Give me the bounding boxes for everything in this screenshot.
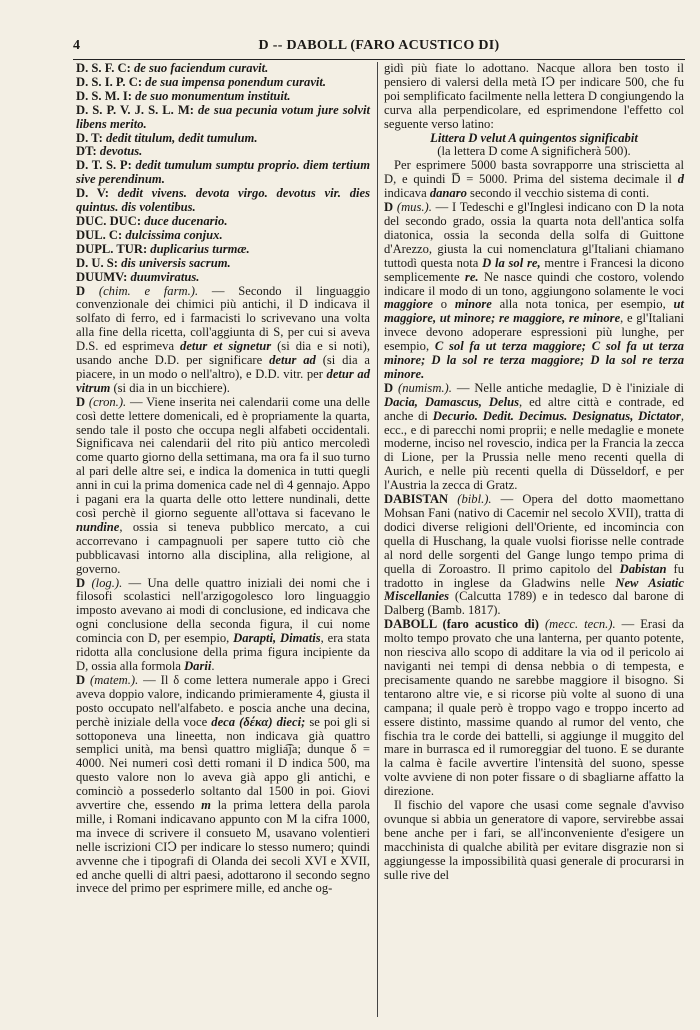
abbreviation-meaning: de sua impensa ponendum curavit. bbox=[145, 74, 327, 89]
abbreviation-list bbox=[76, 62, 370, 285]
entry-d-cron: D (cron.). — Viene inserita nei calendarii come una delle così dette lettere domenicali, ed è propriamente la quarta, sendo tale il posto che occupa negli alfabeti occidentali. Significava nei calendarii del rito più antico mercoledì come quarto giorno della settimana, ma ora fa il suo turno al pari delle altre sei, e indica la domenica in tutti quegli anni in cui la prima domenica cade nel dì 4 gennajo. Appo i pagani era la quarta delle otto lettere nundinali, dette così perchè il giorno seguente all'ottava si facevano le nundine, ossia si teneva pubblico mercato, a cui accorrevano i campagnuoli per sapere tutto ciò che pubblicavasi intorno alla disciplina, alla religione, al governo. bbox=[76, 394, 370, 576]
entry-d-mus: D (mus.). — I Tedeschi e gl'Inglesi indicano con D la nota del secondo grado, ossia la quarta nota dell'antica solfa diatonica, ossia la seconda della solfa di Guittone d'Arezzo, giusta la cui nomenclatura gl'Italiani chiamano tuttodì questa nota D la sol re, mentre i Francesi la dicono semplicemente re. Ne nasce quindi che costoro, volendo indicare il modo di un tono, aggiungono solamente le voci maggiore o minore alla nota tonica, per esempio, ut maggiore, ut minore; re maggiore, re minore, e gl'Italiani invece devono adoperare espressioni più lunghe, per esempio, C sol fa ut terza maggiore; C sol fa ut terza minore; D la sol re terza maggiore; D la sol re terza minore. bbox=[384, 200, 685, 381]
abbreviation-meaning: devotus. bbox=[99, 144, 143, 159]
abbreviation-meaning: de suo monumentum instituit. bbox=[135, 88, 291, 103]
abbreviation-entry bbox=[76, 271, 370, 285]
entry-d-log: D (log.). — Una delle quattro iniziali dei nomi che i filosofi scolastici nell'arzigogolesco loro linguaggio imposto avevano ai modi di conclusione, ed indicava che ogni conclusione della seconda figura, il cui nome comincia con D, per esempio, Darapti, Dimatis, era stata ridotta alla conclusione della prima figura incipiente da D, ossia alla formola Darii. bbox=[76, 575, 371, 673]
abbreviation-key: DT: bbox=[76, 144, 97, 159]
abbreviation-entry bbox=[76, 145, 370, 159]
abbreviation-key: DUUMV: bbox=[76, 269, 128, 284]
abbreviation-meaning: duumviratus. bbox=[130, 269, 200, 284]
column-divider bbox=[377, 62, 378, 1017]
entry-d-chim: D (chim. e farm.). — Secondo il linguaggio convenzionale dei chimici più antichi, il D indicava il solfato di ferro, ed i farmacisti lo scrivevano una volta alla fine della ricetta, coll'aggiunta di S, per cui si aveva D.S. ed esprimeva detur et signetur (si dia e si noti), usando anche D.D. per significare detur ad (si dia a piacere, in un modo o nell'altro), e D.D. vitr. per detur ad vitrum (si dia in un bicchiere). bbox=[76, 283, 370, 395]
entry-d-matem-continued: gidì più fiate lo adottano. Nacque allora ben tosto il pensiero di valersi della metà IↃ per indicare 500, che fu poi semplificato facilmente nella lettera D congiungendo la curva alla perpendicolare, ed esprimendone l'effetto col seguente verso latino: bbox=[384, 61, 684, 131]
abbreviation-meaning: de sua pecunia votum jure solvit libens merito. bbox=[76, 102, 371, 131]
abbreviation-entry bbox=[76, 187, 370, 215]
abbreviation-meaning: de suo faciendum curavit. bbox=[133, 61, 269, 75]
left-column bbox=[76, 62, 370, 896]
abbreviation-entry bbox=[76, 76, 370, 90]
latin-verse-translation: (la lettera D come A significherà 500). bbox=[437, 144, 631, 159]
page-number: 4 bbox=[73, 38, 80, 53]
abbreviation-meaning: duce ducenario. bbox=[144, 213, 228, 228]
abbreviation-key: D. S. F. C: bbox=[76, 61, 131, 75]
abbreviation-key: DUC. DUC: bbox=[76, 213, 142, 228]
paragraph-5000: Per esprimere 5000 basta sovrapporre una striscietta al D, e quindi D̅ = 5000. Prima del sistema decimale il d indicava danaro secondo il vecchio sistema di conti. bbox=[384, 158, 684, 201]
right-column bbox=[384, 62, 684, 882]
abbreviation-key: D. S. P. V. J. S. L. M: bbox=[76, 102, 194, 117]
abbreviation-key: DUPL. TUR: bbox=[76, 241, 148, 256]
entry-d-numism: D (numism.). — Nelle antiche medaglie, D è l'iniziale di Dacia, Damascus, Delus, ed altre città e contrade, ed anche di Decurio. Dedit. Decimus. Designatus, Dictator, ecc., e di parecchi nomi proprii; e nelle medaglie e monete moderne, inciso nel rovescio, indica per la Francia la zecca di Lione, per la Prussia nelle meno recenti quella di Aurich, e nelle più recenti quella di Düsseldorf, e per l'Austria la zecca di Gratz. bbox=[384, 380, 685, 493]
header-rule bbox=[73, 59, 685, 60]
paragraph-fischio-vapore: Il fischio del vapore che usasi come segnale d'avviso ovunque si abbia un generatore di vapore, servirebbe assai bene anche per i fari, se all'inconveniente d'esigere un macchinista di qualche abilità per evitare disgrazie non si aggiungesse la impossibilità quasi generale di procurarsi in sulle rive del bbox=[384, 798, 684, 882]
running-title: D -- DABOLL (FARO ACUSTICO DI) bbox=[258, 38, 500, 53]
abbreviation-entry bbox=[76, 132, 370, 146]
abbreviation-entry bbox=[76, 90, 370, 104]
abbreviation-entry bbox=[76, 229, 370, 243]
abbreviation-key: D. U. S: bbox=[76, 255, 118, 270]
abbreviation-entry bbox=[76, 104, 370, 132]
abbreviation-entry bbox=[76, 215, 370, 229]
page-header bbox=[73, 36, 685, 58]
abbreviation-entry bbox=[76, 159, 370, 187]
abbreviation-key: D. T. S. P: bbox=[76, 158, 132, 173]
entry-dabistan: DABISTAN (bibl.). — Opera del dotto maomettano Mohsan Fani (nativo di Cacemir nel secolo XVII), tratta di dodici diverse religioni dell'Oriente, ed incomincia con quella di Huschang, la quale vuolsi fiorisse nelle contrade al nord delle sorgenti del Gange lungo tempo prima di quella di Zoroastro. Il primo capitolo del Dabistan fu tradotto in inglese da Gladwins nelle New Asiatic Miscellanies (Calcutta 1789) e in tedesco dal barone di Dalberg (Bamb. 1817). bbox=[384, 492, 685, 618]
abbreviation-entry bbox=[76, 257, 370, 271]
abbreviation-meaning: dedit titulum, dedit tumulum. bbox=[105, 130, 258, 145]
entry-daboll: DABOLL (faro acustico di) (mecc. tecn.). — Erasi da molto tempo provato che una lanterna, per quanto potente, non riesciva allo scopo di additare la via od il pericolo ai naviganti nei tempi di densa nebbia o di tempesta, e precisamente quando ne sarebbe maggiore il bisogno. Si tentarono altre vie, e si ricorse più volte al suono di una campana; il quale però è troppo vago e troppo incerto ad essere distinto, massime quando al rumor del vento, che fischia tra le corde dei battelli, si aggiunge il muggito del mare in burrasca ed il rumoreggiar del tuono. E se durante la calma è facile avvertire l'intensità del suono, spesse volte avviene di non poter fissare o di sbagliarne affatto la direzione. bbox=[384, 617, 684, 799]
abbreviation-key: D. S. I. P. C: bbox=[76, 74, 143, 89]
abbreviation-entry bbox=[76, 243, 370, 257]
entry-d-matem: D (matem.). — Il δ come lettera numerale appo i Greci aveva doppio valore, indicando primieramente 4, giusta il posto occupato nell'alfabeto. e poscia anche una decina, perchè iniziale della voce deca (δέκα) dieci; se poi gli si sottoponeva una lineetta, non indicava già quattro semplici unità, ma bensì quattro miglia͡ja; dunque δ = 4000. Nei numeri così detti romani il D indica 500, ma questo valore non lo aveva già appo gli antichi, e cominciò a possederlo soltanto dal 1500 in poi. Giovi avvertire che, essendo m la prima lettera della parola mille, i Romani indicavano appunto con M la cifra 1000, ma invece di scrivere il consueto M, usavano volentieri nelle iscrizioni CIↃ per indicare lo stesso numero; quindi avvenne che i tipografi di Olanda dei secoli XVI e XVII, ed anche quelli di altri paesi, adottarono il secondo segno invece del primo per esprimere mille, ed anche og- bbox=[76, 672, 370, 896]
abbreviation-meaning: dedit tumulum sumptu proprio. diem tertium sive perendinum. bbox=[76, 158, 370, 187]
latin-verse: Littera D velut A quingentos significabit bbox=[430, 130, 638, 145]
abbreviation-meaning: duplicarius turmæ. bbox=[150, 241, 250, 256]
abbreviation-key: DUL. C: bbox=[76, 227, 123, 242]
abbreviation-entry bbox=[76, 62, 370, 76]
abbreviation-meaning: dulcissima conjux. bbox=[125, 227, 223, 242]
abbreviation-meaning: dis universis sacrum. bbox=[121, 255, 231, 270]
abbreviation-key: D. T: bbox=[76, 130, 103, 145]
abbreviation-key: D. V: bbox=[76, 186, 109, 201]
abbreviation-key: D. S. M. I: bbox=[76, 88, 132, 103]
abbreviation-meaning: dedit vivens. devota virgo. devotus vir. dies quintus. dis volentibus. bbox=[76, 186, 370, 215]
